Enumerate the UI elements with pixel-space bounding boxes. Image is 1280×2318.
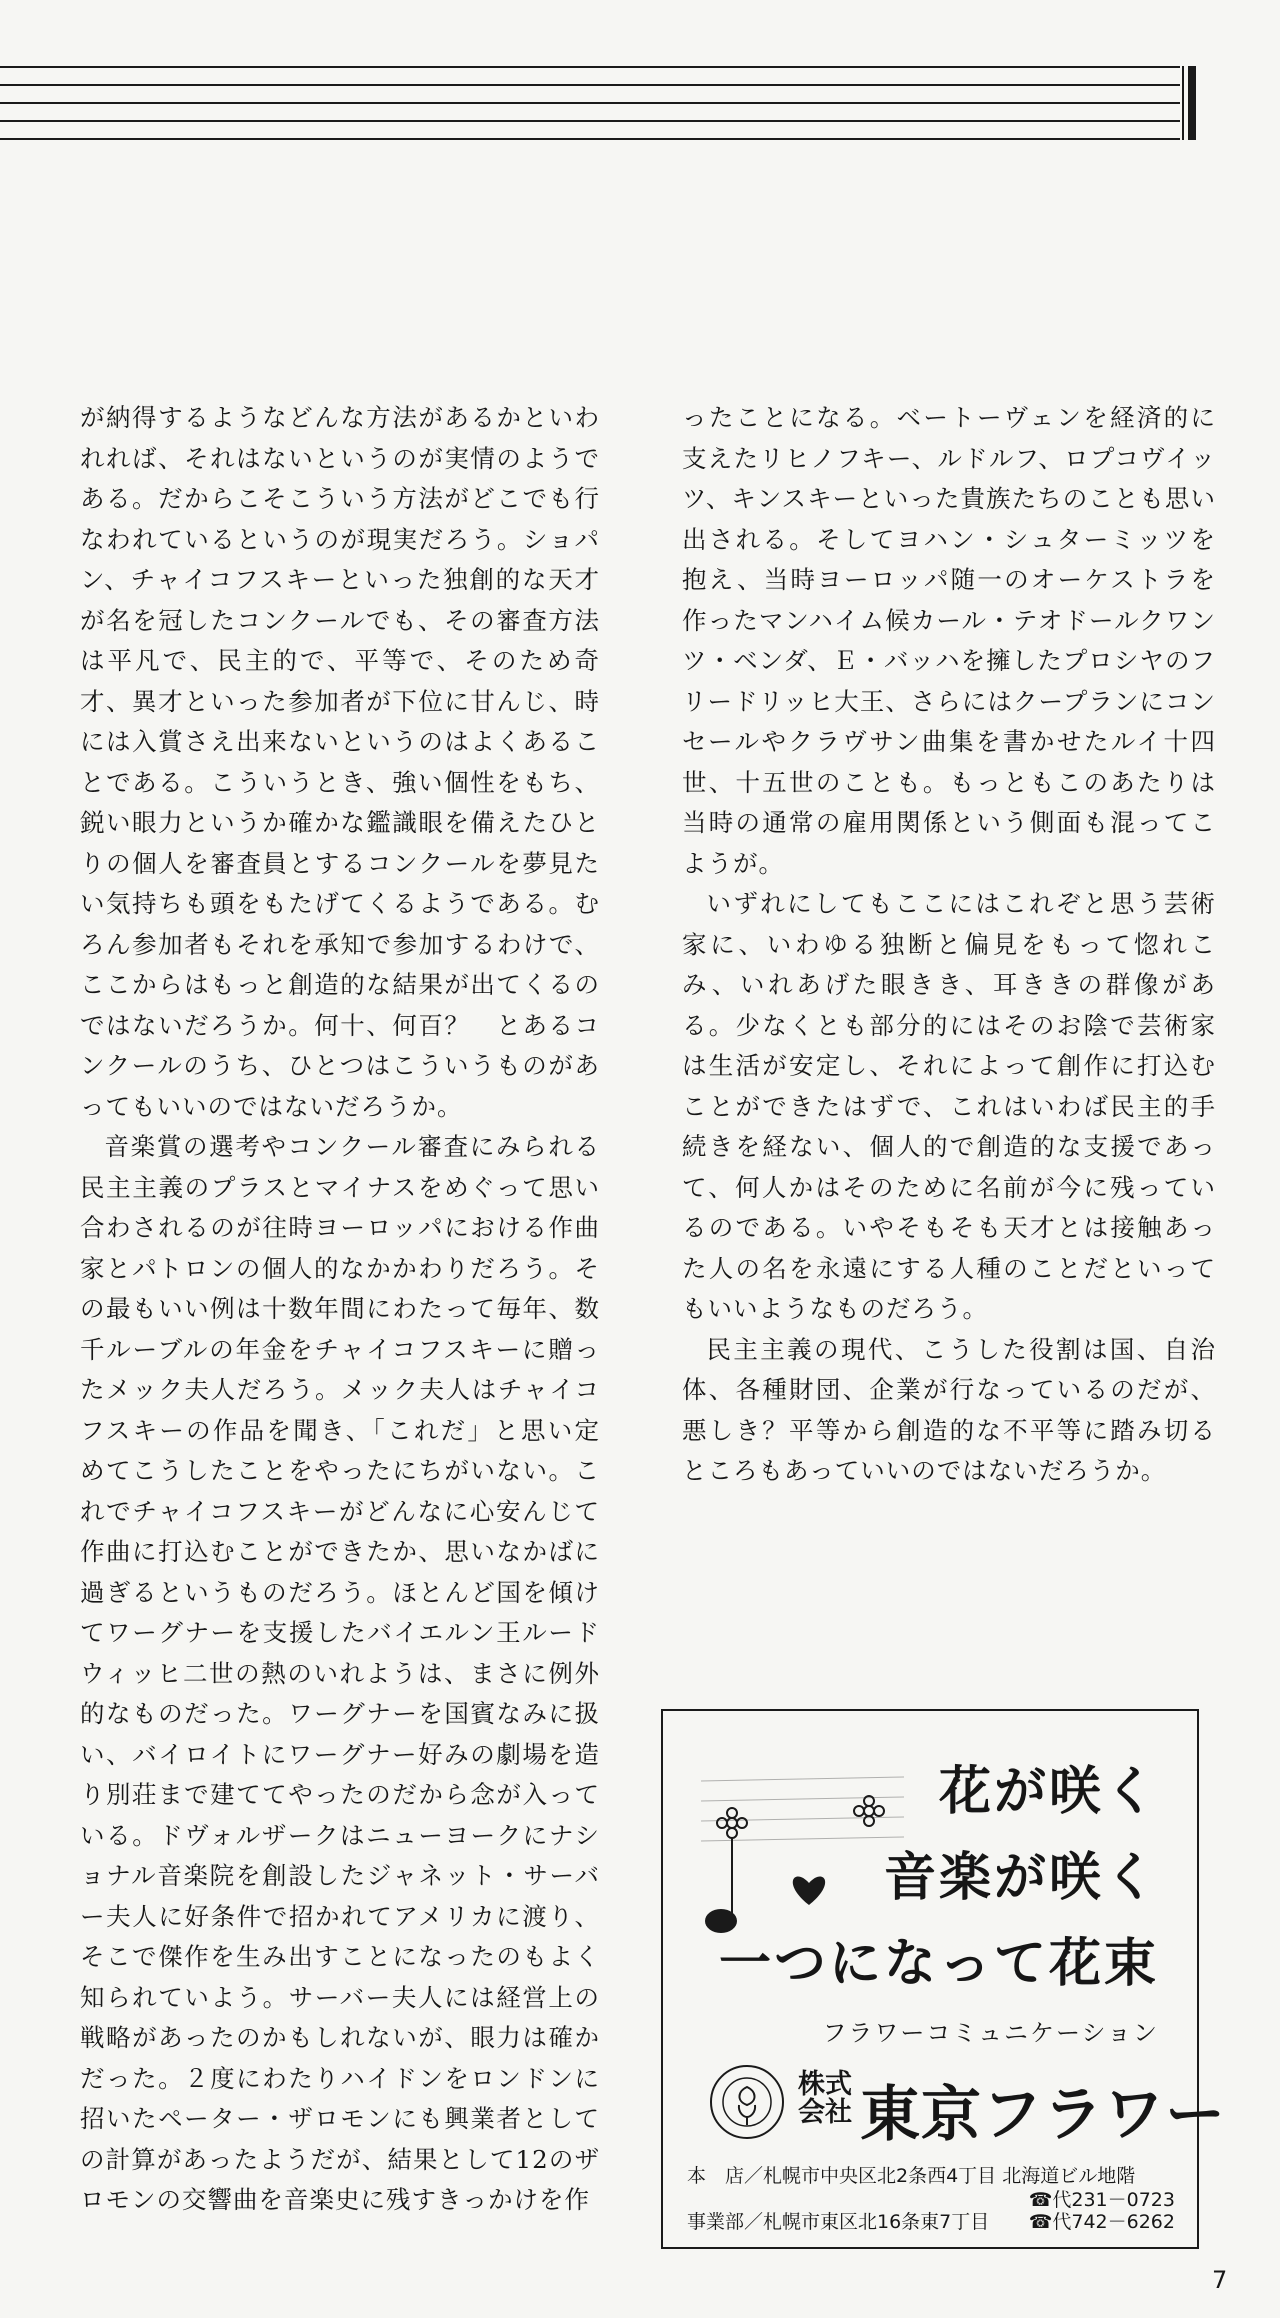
ad-headline-1: 花が咲く [938,1762,1159,1822]
kabushiki-label: 株式会社 [798,2069,852,2128]
ad-subtitle: フラワーコミュニケーション [822,2019,1159,2047]
article-paragraph: いずれにしてもここにはこれぞと思う芸術家に、いわゆる独断と偏見をもって惚れこみ、いれあげた眼きき、耳ききの群像がある。少なくとも部分的にはそのお陰で芸術家は生活が安定し、それによって創作に打込むことができたはずで、これはいわば民主的手続きを経ない、個人的で創造的な支援であって、何人かはそのために名前が今に残っているのである。いやそもそも天才とは接触あった人の名を永遠にする人種のことだといってもいいようなものだろう。 [682,889,1216,1323]
article-paragraph: ったことになる。ベートーヴェンを経済的に支えたリヒノフキー、ルドルフ、ロプコヴイッツ、キンスキーといった貴族たちのことも思い出される。そしてヨハン・シュターミッツを抱え、当時ヨーロッパ随一のオーケストラを作ったマンハイム候カール・テオドールクワンツ・ベンダ、Ｅ・バッハを擁したプロシヤのフリードリッヒ大王、さらにはクープランにコンセールやクラヴサン曲集を書かせたルイ十四世、十五世のことも。もっともこのあたりは当時の通常の雇用関係という側面も混ってこようが。 [682,403,1216,878]
ad-headline-2: 音楽が咲く [883,1848,1159,1908]
article-paragraph: 民主主義の現代、こうした役割は国、自治体、各種財団、企業が行なっているのだが、悪しき？平等から創造的な不平等に踏み切るところもあっていいのではないだろうか。 [682,1334,1216,1485]
article-column-right [682,398,1216,1492]
company-name: 東京フラワー [860,2080,1226,2150]
ad-headline-3: 一つになって花束 [718,1934,1159,1994]
article-paragraph: 音楽賞の選考やコンクール審査にみられる民主主義のプラスとマイナスをめぐって思い合わされるのが往時ヨーロッパにおける作曲家とパトロンの個人的なかかわりだろう。その最もいい例は十数年間にわたって毎年、数千ルーブルの年金をチャイコフスキーに贈ったメック夫人だろう。メック夫人はチャイコフスキーの作品を聞き、「これだ」と思い定めてこうしたことをやったにちがいない。これでチャイコフスキーがどんなに心安んじて作曲に打込むことができたか、思いなかばに過ぎるというものだろう。ほとんど国を傾けてワーグナーを支援したバイエルン王ルードウィッヒ二世の熱のいれようは、まさに例外的なものだった。ワーグナーを国賓なみに扱い、バイロイトにワーグナー好みの劇場を造り別荘まで建ててやったのだから念が入っている。ドヴォルザークはニューヨークにナショナル音楽院を創設したジャネット・サーバー夫人に好条件で招かれてアメリカに渡り、そこで傑作を生み出すことになったのもよく知られていよう。サーバー夫人には経営上の戦略があったのかもしれないが、眼力は確かだった。２度にわたりハイドンをロンドンに招いたペーター・ザロモンにも興業者としての計算があったようだが、結果として12のザロモンの交響曲を音楽史に残すきっかけを作 [80,1132,600,2214]
advertisement-box [661,1709,1226,2249]
rose-logo-icon [708,2063,786,2141]
company-logo-block [708,2063,1226,2150]
page-number: 7 [1212,2266,1228,2294]
phone-main: ☎代231－0723 [1028,2189,1175,2211]
article-paragraph: が納得するようなどんな方法があるかといわれれば、それはないというのが実情のようである。だからこそこういう方法がどこでも行なわれているというのが現実だろう。ショパン、チャイコフスキーといった独創的な天才が名を冠したコンクールでも、その審査方法は平凡で、民主的で、平等で、そのため奇才、異才といった参加者が下位に甘んじ、時には入賞さえ出来ないというのはよくあることである。こういうとき、強い個性をもち、鋭い眼力というか確かな鑑識眼を備えたひとりの個人を審査員とするコンクールを夢見たい気持ちも頭をもたげてくるようである。むろん参加者もそれを承知で参加するわけで、ここからはもっと創造的な結果が出てくるのではないだろうか。何十、何百？ とあるコンクールのうち、ひとつはこういうものがあってもいいのではないだろうか。 [80,403,600,1121]
phone-division: ☎代742－6262 [1028,2211,1175,2233]
address-division: 事業部／札幌市東区北16条東7丁目 [687,2211,990,2233]
address-main: 本 店／札幌市中央区北2条西4丁目 北海道ビル地階 [687,2165,1136,2187]
staff-lines-decoration [0,66,1196,142]
article-column-left [80,398,600,2221]
